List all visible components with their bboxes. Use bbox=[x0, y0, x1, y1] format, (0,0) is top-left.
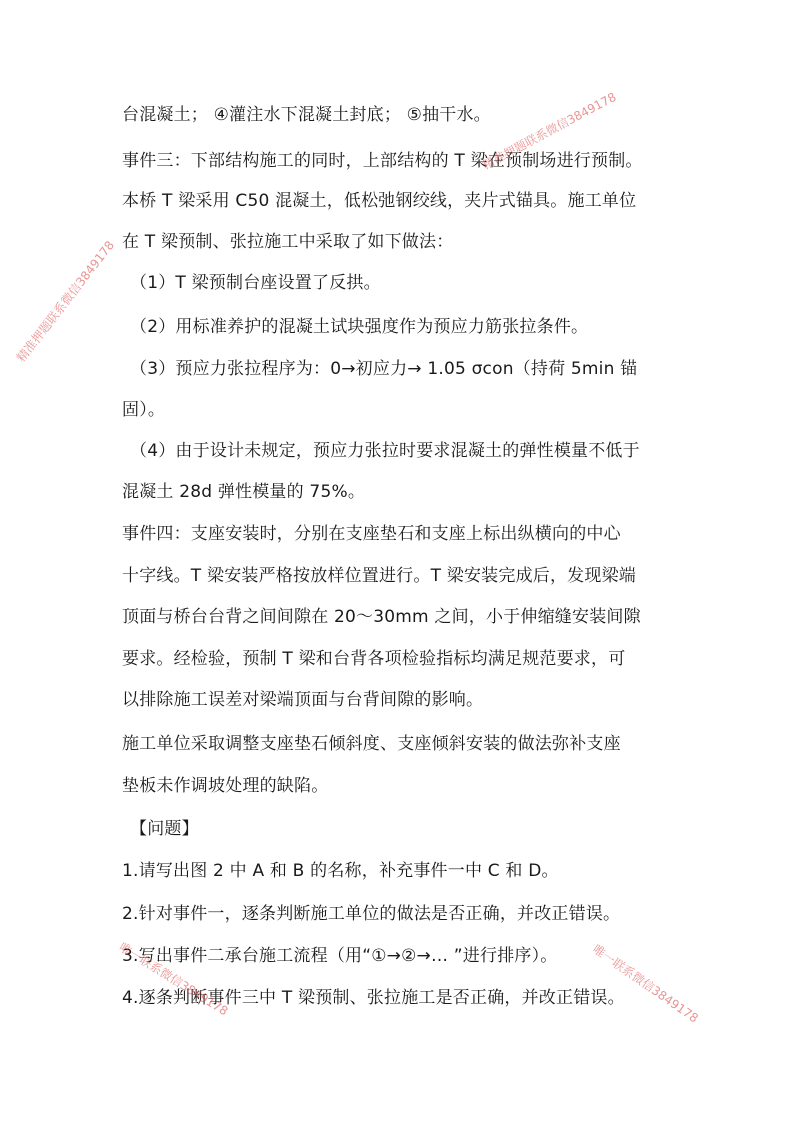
text-line-8: 固）。 bbox=[122, 400, 166, 420]
text-line-9: （4）由于设计未规定，预应力张拉时要求混凝土的弹性模量不低于 bbox=[130, 441, 640, 461]
question-3: 3.写出事件二承台施工流程（用“①→②→… ”进行排序）。 bbox=[122, 946, 558, 966]
watermark-text: 唯一联系微信3849178 bbox=[116, 940, 231, 1019]
text-line-10: 混凝土 28d 弹性模量的 75%。 bbox=[122, 482, 366, 502]
text-line-1: 台混凝土； ④灌注水下混凝土封底； ⑤抽干水。 bbox=[122, 105, 491, 125]
text-line-14: 要求。经检验，预制 T 梁和台背各项检验指标均满足规范要求，可 bbox=[122, 649, 626, 669]
text-line-12: 十字线。T 梁安装严格按放样位置进行。T 梁安装完成后，发现梁端 bbox=[122, 566, 636, 586]
question-1: 1.请写出图 2 中 A 和 B 的名称，补充事件一中 C 和 D。 bbox=[122, 861, 559, 881]
text-line-16: 施工单位采取调整支座垫石倾斜度、支座倾斜安装的做法弥补支座 bbox=[122, 734, 621, 754]
text-line-11: 事件四：支座安装时，分别在支座垫石和支座上标出纵横向的中心 bbox=[122, 524, 621, 544]
text-line-6: （2）用标准养护的混凝土试块强度作为预应力筋张拉条件。 bbox=[130, 317, 589, 337]
text-line-2: 事件三：下部结构施工的同时，上部结构的 T 梁在预制场进行预制。 bbox=[122, 151, 643, 171]
text-line-5: （1）T 梁预制台座设置了反拱。 bbox=[130, 273, 381, 293]
watermark-text: 精准押题联系微信3849178 bbox=[14, 238, 118, 365]
text-line-17: 垫板未作调坡处理的缺陷。 bbox=[122, 776, 329, 796]
text-line-13: 顶面与桥台台背之间间隙在 20～30mm 之间，小于伸缩缝安装间隙 bbox=[122, 607, 641, 627]
watermark-text: 精准押题联系微信3849178 bbox=[480, 89, 619, 173]
text-line-7: （3）预应力张拉程序为：0→初应力→ 1.05 σcon（持荷 5min 锚 bbox=[130, 359, 638, 379]
text-line-3: 本桥 T 梁采用 C50 混凝土，低松弛钢绞线，夹片式锚具。施工单位 bbox=[122, 191, 637, 211]
watermark-text: 唯一联系微信3849178 bbox=[589, 942, 701, 1026]
text-line-4: 在 T 梁预制、张拉施工中采取了如下做法： bbox=[122, 232, 454, 252]
question-2: 2.针对事件一，逐条判断施工单位的做法是否正确，并改正错误。 bbox=[122, 904, 621, 924]
section-heading-questions: 【问题】 bbox=[130, 819, 199, 839]
question-4: 4.逐条判断事件三中 T 梁预制、张拉施工是否正确，并改正错误。 bbox=[122, 988, 625, 1008]
text-line-15: 以排除施工误差对梁端顶面与台背间隙的影响。 bbox=[122, 690, 484, 710]
